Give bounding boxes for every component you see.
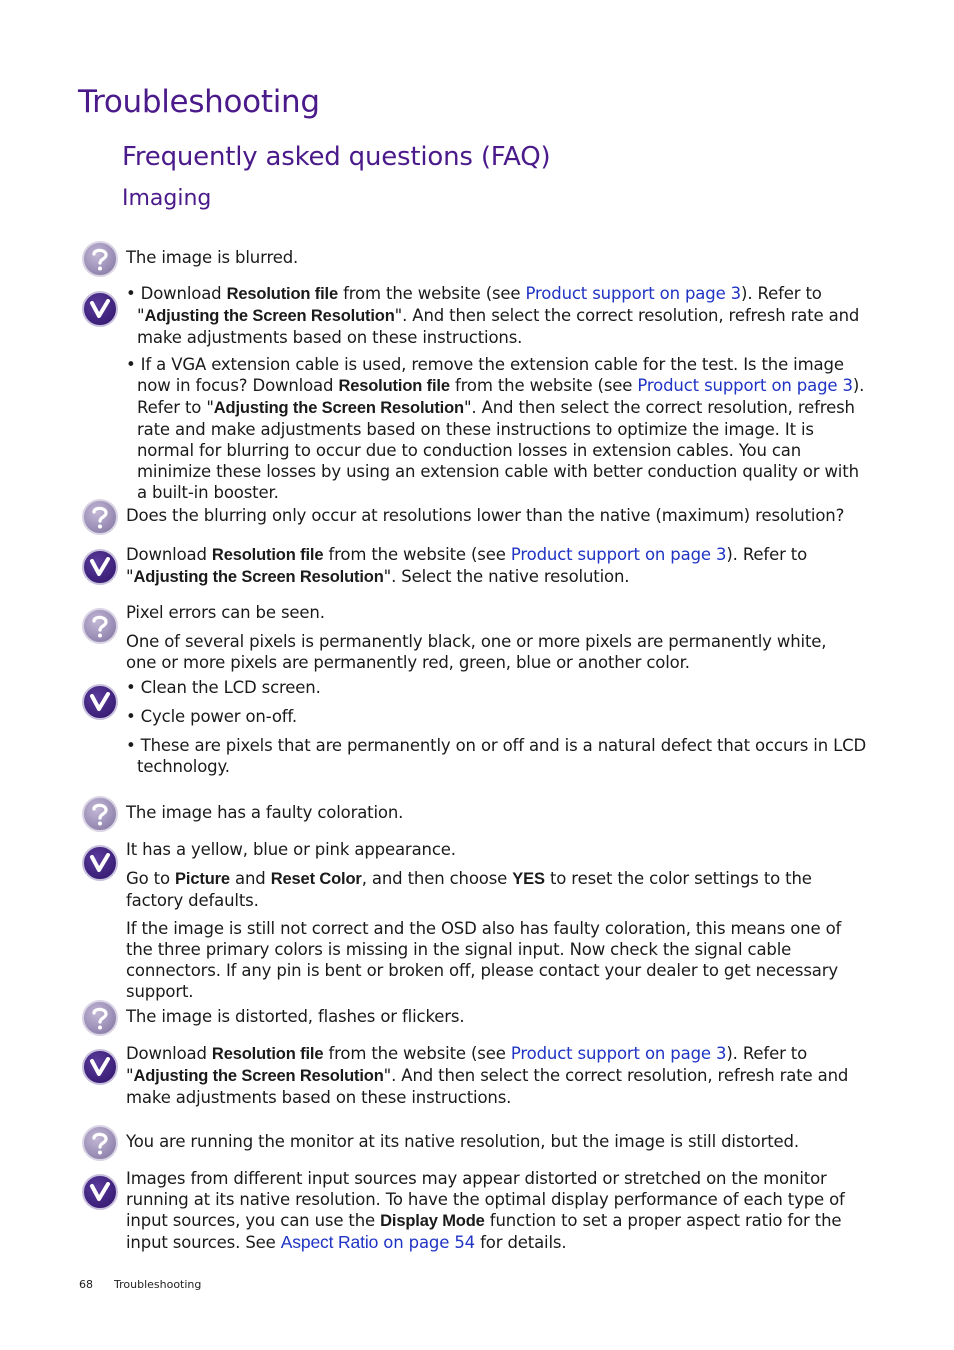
faq-answer-bullet: • If a VGA extension cable is used, remove the extension cable for the test. Is the image now in focus? Download Resolution file from the website (see Product support on page 3). Refer to "Adjusting the Screen Resolution". And then select the correct resolution, refresh rate and make adjustments based on these instructions to optimize the image. It is normal for blurring to occur due to conduction losses in extension cables. You can minimize these losses by using an extension cable with better conduction quality or with a built-in booster. — [126, 355, 865, 502]
question-icon — [82, 499, 118, 535]
aspect-ratio-link[interactable]: Aspect Ratio on page 54 — [280, 1232, 476, 1252]
product-support-link[interactable]: Product support on page 3 — [637, 376, 853, 395]
faq-heading: Frequently asked questions (FAQ) — [122, 142, 551, 172]
question-icon — [82, 241, 118, 277]
faq-answer: Images from different input sources may appear distorted or stretched on the monitor running at its native resolution. To have the optimal display performance of each type of input sources, you can use the Display Mode function to set a proper aspect ratio for the input sources. See Aspect Ratio on page 54 for details. — [126, 1169, 845, 1252]
faq-question: The image is blurred. — [126, 248, 299, 267]
faq-question: The image has a faulty coloration. — [126, 803, 404, 822]
faq-answer-bullet: • Clean the LCD screen. — [126, 678, 321, 697]
check-icon — [82, 1049, 118, 1085]
faq-answer-bullet: • These are pixels that are permanently on or off and is a natural defect that occurs in LCD technology. — [126, 736, 867, 776]
section-heading: Imaging — [122, 186, 212, 211]
faq-question-detail: One of several pixels is permanently black, one or more pixels are permanently white, one or more pixels are permanently red, green, blue or another color. — [126, 632, 827, 672]
faq-answer: Download Resolution file from the website (see Product support on page 3). Refer to "Adjusting the Screen Resolution". And then select the correct resolution, refresh rate and make adjustments based on these instructions. — [126, 1044, 849, 1107]
faq-question: The image is distorted, flashes or flickers. — [126, 1007, 465, 1026]
faq-question: Does the blurring only occur at resolutions lower than the native (maximum) resolution? — [126, 506, 845, 525]
faq-question: You are running the monitor at its native resolution, but the image is still distorted. — [126, 1132, 799, 1151]
check-icon — [82, 549, 118, 585]
faq-question: Pixel errors can be seen. — [126, 603, 325, 622]
question-icon — [82, 1125, 118, 1161]
check-icon — [82, 291, 118, 327]
product-support-link[interactable]: Product support on page 3 — [510, 1044, 727, 1063]
faq-answer-bullet: • Download Resolution file from the website (see Product support on page 3). Refer to "Adjusting the Screen Resolution". And then select the correct resolution, refresh rate and make adjustments based on these instructions. — [126, 284, 860, 347]
check-icon — [82, 684, 118, 720]
product-support-link[interactable]: Product support on page 3 — [510, 545, 727, 564]
faq-answer: Download Resolution file from the website (see Product support on page 3). Refer to "Adjusting the Screen Resolution". Select the native resolution. — [126, 545, 808, 586]
faq-answer-bullet: • Cycle power on-off. — [126, 707, 297, 726]
check-icon — [82, 1174, 118, 1210]
page-title: Troubleshooting — [78, 84, 320, 120]
product-support-link[interactable]: Product support on page 3 — [525, 284, 742, 303]
footer-section: Troubleshooting — [114, 1278, 202, 1291]
faq-answer: It has a yellow, blue or pink appearance. — [126, 840, 456, 859]
faq-answer: Go to Picture and Reset Color, and then choose YES to reset the color settings to the factory defaults. — [126, 869, 812, 910]
question-icon — [82, 1000, 118, 1036]
faq-answer: If the image is still not correct and the OSD also has faulty coloration, this means one of the three primary colors is missing in the signal input. Now check the signal cable connectors. If any pin is bent or broken off, please contact your dealer to get necessary support. — [126, 919, 842, 1001]
question-icon — [82, 608, 118, 644]
check-icon — [82, 845, 118, 881]
page-number: 68 — [79, 1278, 93, 1291]
question-icon — [82, 796, 118, 832]
